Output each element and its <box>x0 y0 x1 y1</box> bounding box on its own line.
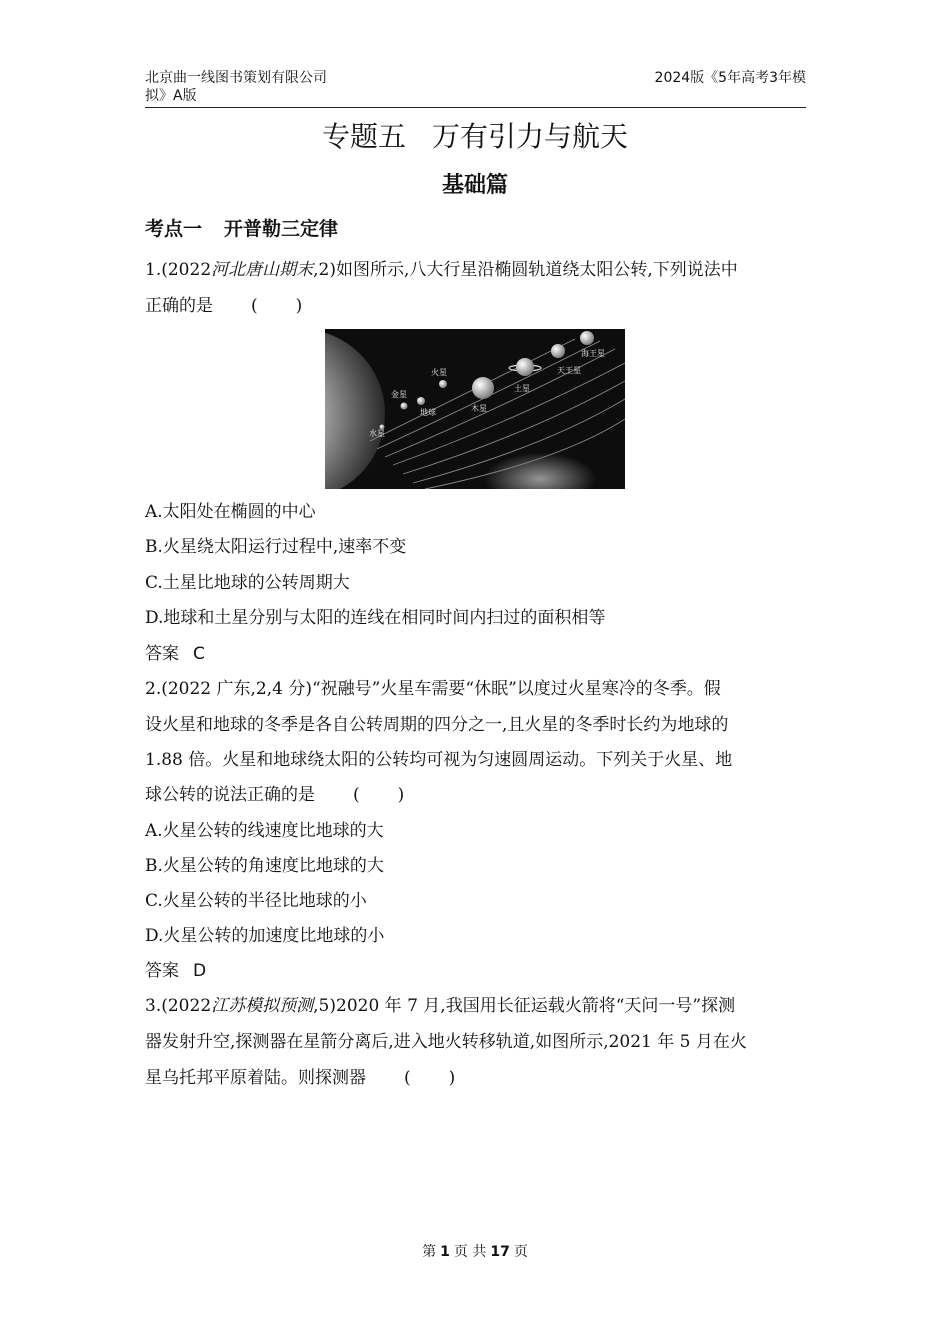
neptune-shape <box>580 331 594 345</box>
section-title: 开普勒三定律 <box>224 218 339 240</box>
q3-number: 3. <box>145 996 162 1016</box>
footer-suffix: 页 <box>513 1244 528 1260</box>
q3-paren-close: ) <box>448 1068 456 1088</box>
q2-stem-line3: 1.88 倍。火星和地球绕太阳的公转均可视为匀速圆周运动。下列关于火星、地 <box>145 750 733 770</box>
solar-system-svg <box>325 329 625 489</box>
q2-paren-open: ( <box>353 785 360 805</box>
q1-answer <box>145 637 806 671</box>
footer-total-pages: 17 <box>490 1244 510 1260</box>
title-part2: 万有引力与航天 <box>432 120 629 153</box>
header-rule <box>145 107 806 108</box>
q2-stem-text4: 球公转的说法正确的是 <box>145 785 315 805</box>
label-neptune: 海王星 <box>581 349 605 358</box>
venus-shape <box>401 403 408 410</box>
page-title <box>0 117 950 157</box>
q3-stem-text1: 2020 年 7 月,我国用长征运载火箭将“天问一号”探测 <box>336 996 736 1016</box>
q2-answer-value: D <box>193 961 207 981</box>
q3-source-name: 江苏模拟预测 <box>211 996 314 1016</box>
section-number: 考点一 <box>145 218 203 240</box>
solar-system-figure <box>325 329 625 489</box>
q2-option-a: A.火星公转的线速度比地球的大 <box>145 821 384 841</box>
q2-answer-label: 答案 <box>145 961 179 981</box>
mars-shape <box>439 380 447 388</box>
page-footer <box>0 1242 950 1262</box>
footer-prefix: 第 <box>422 1244 437 1260</box>
jupiter-shape <box>472 377 494 399</box>
q2-paren-close: ) <box>397 785 405 805</box>
q3-stem-line2: 器发射升空,探测器在星箭分离后,进入地火转移轨道,如图所示,2021 年 5 月在火 <box>145 1032 747 1052</box>
q3-source-close: ,5) <box>313 996 336 1016</box>
label-jupiter: 木星 <box>471 404 487 413</box>
q1-paren-close: ) <box>295 296 303 316</box>
label-saturn: 土星 <box>514 384 530 393</box>
q2-stem-line2: 设火星和地球的冬季是各自公转周期的四分之一,且火星的冬季时长约为地球的 <box>145 715 729 735</box>
q2-option-b: B.火星公转的角速度比地球的大 <box>145 856 384 876</box>
title-part1: 专题五 <box>321 120 406 153</box>
q1-option-c: C.土星比地球的公转周期大 <box>145 573 350 593</box>
q3-source-open: (2022 <box>161 996 212 1016</box>
q1-option-b: B.火星绕太阳运行过程中,速率不变 <box>145 537 407 557</box>
header-publisher-text: 北京曲一线图书策划有限公司 <box>145 70 327 86</box>
q2-stem-line1: 2.(2022 广东,2,4 分)“祝融号”火星车需要“休眠”以度过火星寒冷的冬季。假 <box>145 679 721 699</box>
q2-option-c: C.火星公转的半径比地球的小 <box>145 891 367 911</box>
label-earth: 地球 <box>420 408 436 417</box>
label-mercury: 水星 <box>369 429 385 438</box>
q1-source-open: (2022 <box>161 260 212 280</box>
label-uranus: 天王星 <box>557 366 581 375</box>
label-mars: 火星 <box>431 368 447 377</box>
q2-option-d: D.火星公转的加速度比地球的小 <box>145 926 385 946</box>
q1-answer-value: C <box>193 644 205 664</box>
page-subtitle: 基础篇 <box>441 173 508 198</box>
footer-mid: 页 共 <box>453 1244 487 1260</box>
q1-stem-line2 <box>145 289 806 323</box>
saturn-shape <box>516 358 534 376</box>
q3-stem-line1 <box>145 989 806 1023</box>
q1-number: 1. <box>145 260 162 280</box>
header-book-title-cont: 拟》A版 <box>145 88 197 104</box>
q1-paren-open: ( <box>251 296 258 316</box>
q1-stem-text: 如图所示,八大行星沿椭圆轨道绕太阳公转,下列说法中 <box>336 260 738 280</box>
uranus-shape <box>551 344 565 358</box>
q1-answer-label: 答案 <box>145 644 179 664</box>
q1-stem <box>145 253 806 287</box>
header-publisher <box>145 68 345 88</box>
q1-stem-text2: 正确的是 <box>145 296 213 316</box>
q1-option-d: D.地球和土星分别与太阳的连线在相同时间内扫过的面积相等 <box>145 608 606 628</box>
label-venus: 金星 <box>391 390 407 399</box>
q3-stem-text3: 星乌托邦平原着陆。则探测器 <box>145 1068 366 1088</box>
earth-shape <box>417 397 425 405</box>
q2-stem-line4 <box>145 778 806 812</box>
q3-stem-line3 <box>145 1061 806 1095</box>
q1-option-a: A.太阳处在椭圆的中心 <box>145 502 316 522</box>
header-book-title: 2024版《5年高考3年模 <box>654 70 806 86</box>
q3-paren-open: ( <box>404 1068 411 1088</box>
q2-answer <box>145 954 806 988</box>
section-heading <box>145 214 338 244</box>
footer-page-number: 1 <box>440 1244 450 1260</box>
q1-source-name: 河北唐山期末 <box>211 260 314 280</box>
q1-source-close: ,2) <box>313 260 336 280</box>
